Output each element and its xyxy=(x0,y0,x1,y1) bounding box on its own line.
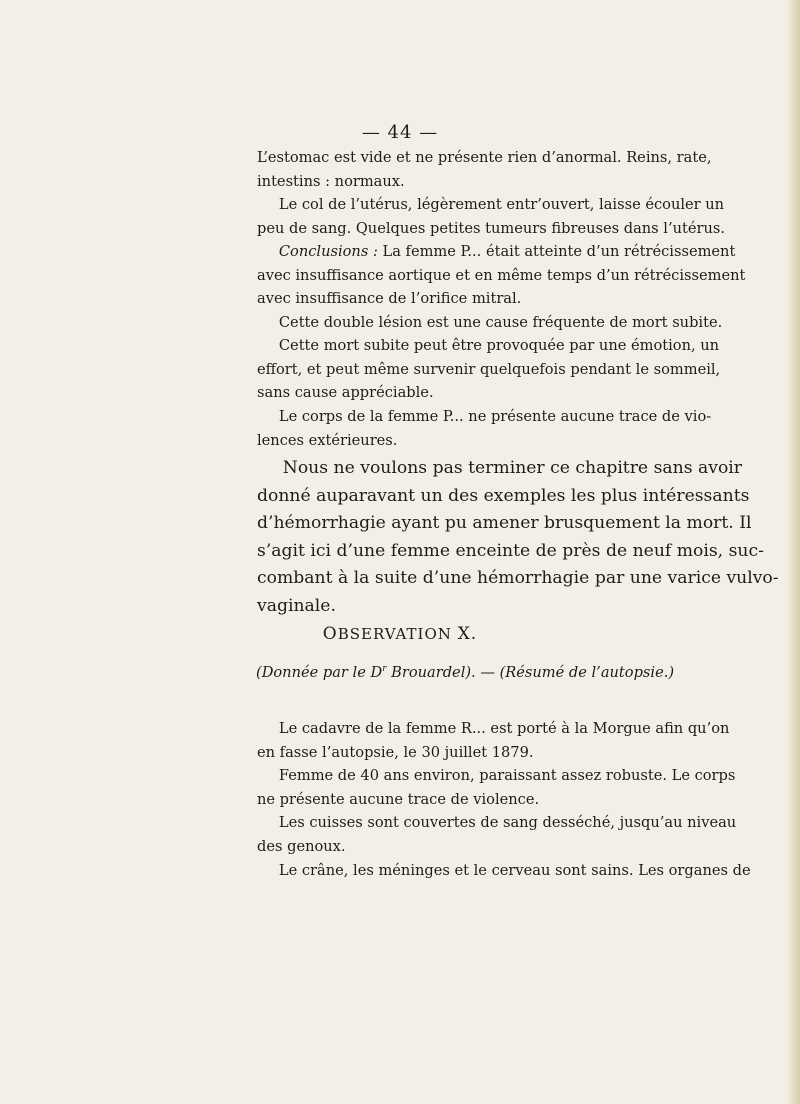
conclusions-subject: La femme P... xyxy=(382,243,482,261)
text-line: Femme de 40 ans environ, paraissant assez robuste. Le corps xyxy=(278,767,736,785)
text-line: intestins : normaux. xyxy=(257,172,405,190)
heading-rest: BSERVATION xyxy=(337,625,452,643)
text-line: en fasse l’autopsie, le 30 juillet 1879. xyxy=(257,743,534,761)
source-prefix: (Donnée par le D xyxy=(256,664,383,681)
text-line: Le cadavre de la femme R... est porté à la Morgue afin qu’on xyxy=(278,720,730,737)
text-line: Le crâne, les méninges et le cerveau sont sains. Les organes de xyxy=(278,861,751,879)
observation-body xyxy=(257,717,751,882)
text-line: peu de sang. Quelques petites tumeurs fibreuses dans l’utérus. xyxy=(257,219,726,237)
text-line: donné auparavant un des exemples les plus intéressants xyxy=(257,485,750,506)
conclusions-line xyxy=(257,240,736,264)
source-superscript: r xyxy=(382,664,387,675)
text-line: d’hémorrhagie ayant pu amener brusquement la mort. Il xyxy=(257,513,752,533)
observation-heading xyxy=(0,624,800,644)
text-line: était atteinte d’un rétrécissement xyxy=(485,243,736,261)
text-line: s’agit ici d’une femme enceinte de près de neuf mois, suc- xyxy=(257,540,764,561)
text-line: avec insuffisance aortique et en même temps d’un rétrécissement xyxy=(257,266,746,284)
text-line: Nous ne voulons pas terminer ce chapitre sans avoir xyxy=(282,458,743,478)
text-line: ne présente aucune trace de violence. xyxy=(257,790,540,808)
page-edge-shadow xyxy=(786,0,800,1104)
text-line: Le col de l’utérus, légèrement entr’ouvert, laisse écouler un xyxy=(278,196,725,214)
heading-initial: O xyxy=(322,624,338,644)
text-line: Les cuisses sont couvertes de sang desséché, jusqu’au niveau xyxy=(278,814,737,832)
source-summary: (Résumé de l’autopsie.) xyxy=(499,664,675,681)
text-line: lences extérieures. xyxy=(257,431,398,449)
text-line: des genoux. xyxy=(257,837,346,855)
text-line: Le corps de la femme P... ne présente aucune trace de vio- xyxy=(278,408,712,426)
text-line: avec insuffisance de l’orifice mitral. xyxy=(257,290,522,308)
text-line: L’estomac est vide et ne présente rien d’anormal. Reins, rate, xyxy=(257,149,712,166)
text-line: Cette mort subite peut être provoquée par une émotion, un xyxy=(278,337,720,355)
conclusions-label: Conclusions : xyxy=(278,243,378,261)
text-line: vaginale. xyxy=(257,595,336,616)
source-name: Brouardel). — xyxy=(386,664,495,681)
heading-number: X. xyxy=(457,624,478,644)
autopsy-findings xyxy=(257,146,746,452)
observation-source xyxy=(256,664,716,681)
text-line: Cette double lésion est une cause fréquente de mort subite. xyxy=(278,313,723,331)
text-line: effort, et peut même survenir quelquefois pendant le sommeil, xyxy=(257,360,721,378)
page-number: — 44 — xyxy=(361,122,439,143)
text-line: sans cause appréciable. xyxy=(257,384,434,402)
text-line: combant à la suite d’une hémorrhagie par une varice vulvo- xyxy=(257,568,779,588)
intro-paragraph xyxy=(257,455,779,620)
